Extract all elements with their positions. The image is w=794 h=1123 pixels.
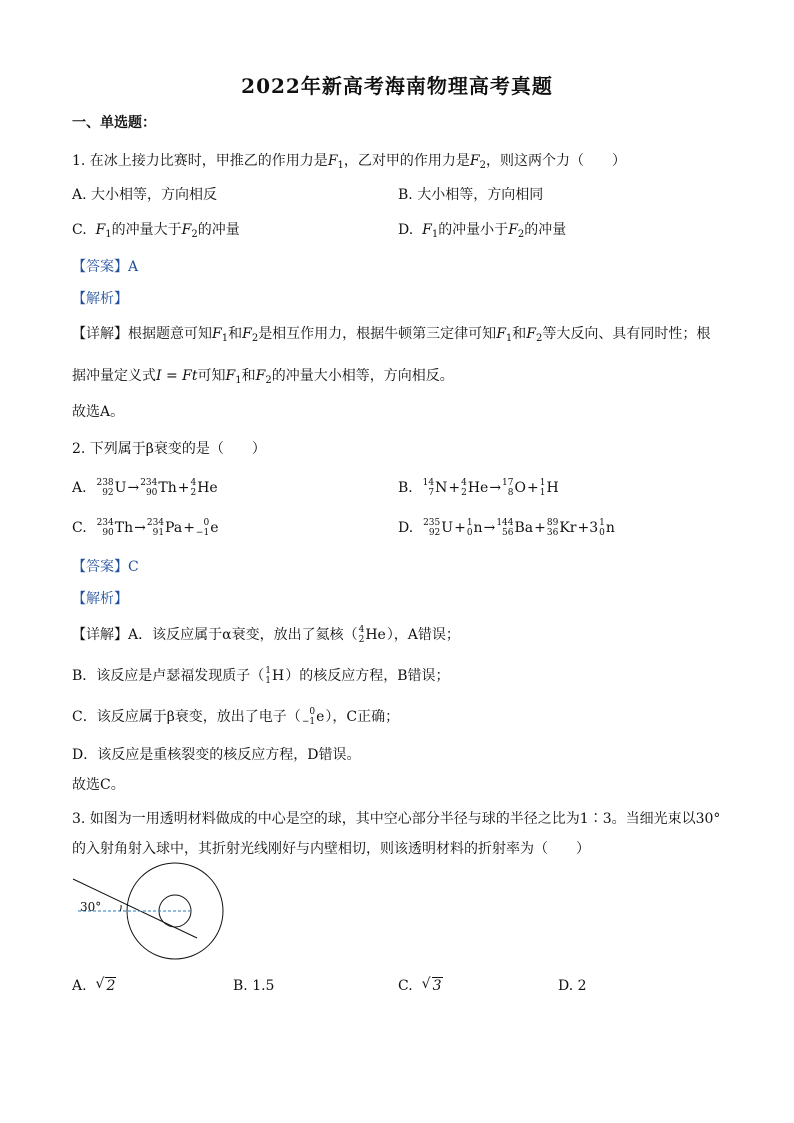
q1-analysis-label: 【解析】	[72, 291, 128, 307]
q2-detail-d: D．该反应是重核裂变的核反应方程，D错误。	[72, 747, 361, 763]
q3-option-a: A. √ 2	[72, 976, 116, 994]
q2-option-d: D. 235 92 U + 1 0 n → 144 56 Ba + 89 36 Kr +3 1 0 n	[398, 518, 615, 538]
q2-detail-a: 【详解】A．该反应属于α衰变，放出了氦核（ 4 2 He ），A错误；	[72, 625, 460, 645]
angle-label: 30°	[80, 900, 102, 914]
q1-option-a: A. 大小相等，方向相反	[72, 187, 218, 203]
q2-analysis-label: 【解析】	[72, 591, 128, 607]
q1-answer: 【答案】A	[72, 259, 139, 275]
q1-option-c: C. $F_1$的冲量大于$F_2$的冲量	[72, 222, 240, 240]
q1-option-b: B. 大小相等，方向相同	[398, 187, 544, 203]
page-title: 2022年新高考海南物理高考真题	[241, 74, 553, 98]
q1-option-d: D. $F_1$的冲量小于$F_2$的冲量	[398, 222, 567, 240]
q2-detail-b: B．该反应是卢瑟福发现质子（ 1 1 H ）的核反应方程，B错误；	[72, 666, 450, 686]
section-heading: 一、单选题：	[72, 115, 156, 131]
q3-option-c: C. √ 3	[398, 976, 442, 994]
q1-detail-line-2: 据冲量定义式I = Ft可知$F_1$和$F_2$的冲量大小相等，方向相反。	[72, 368, 454, 386]
q3-option-d: D. 2	[558, 978, 587, 994]
hollow-sphere-diagram	[70, 855, 230, 965]
q2-answer: 【答案】C	[72, 559, 139, 575]
question-3-stem-line-1: 3. 如图为一用透明材料做成的中心是空的球，其中空心部分半径与球的半径之比为1∶3。当细光束以30°	[72, 811, 721, 827]
q3-option-b: B. 1.5	[233, 978, 275, 994]
q2-option-a: A. 238 92 U → 234 90 Th + 4 2 He	[72, 478, 218, 498]
question-1-stem: 1. 在冰上接力比赛时，甲推乙的作用力是$F_1$，乙对甲的作用力是$F_2$，则这两个力（ ）	[72, 153, 626, 171]
sqrt-3: √ 3	[421, 976, 442, 994]
question-2-stem: 2. 下列属于β衰变的是（ ）	[72, 441, 266, 457]
question-3-stem-line-2: 的入射角射入球中，其折射光线刚好与内壁相切，则该透明材料的折射率为（ ）	[72, 841, 590, 857]
q2-detail-c: C．该反应属于β衰变，放出了电子（ 0 −1 e ），C正确；	[72, 707, 400, 727]
q2-option-b: B. 14 7 N + 4 2 He → 17 8 O + 1 1 H	[398, 478, 559, 498]
impulse-formula: I = Ft	[156, 368, 198, 384]
sqrt-2: √ 2	[95, 976, 116, 994]
q1-detail-line-1: 【详解】根据题意可知$F_1$和$F_2$是相互作用力，根据牛顿第三定律可知$F_1$和$F_2$等大反向、具有同时性；根	[72, 326, 711, 344]
angle-arc	[120, 905, 121, 911]
q2-option-c: C. 234 90 Th → 234 91 Pa + 0 −1 e	[72, 518, 219, 538]
q2-conclusion: 故选C。	[72, 777, 125, 793]
q1-conclusion: 故选A。	[72, 404, 125, 420]
